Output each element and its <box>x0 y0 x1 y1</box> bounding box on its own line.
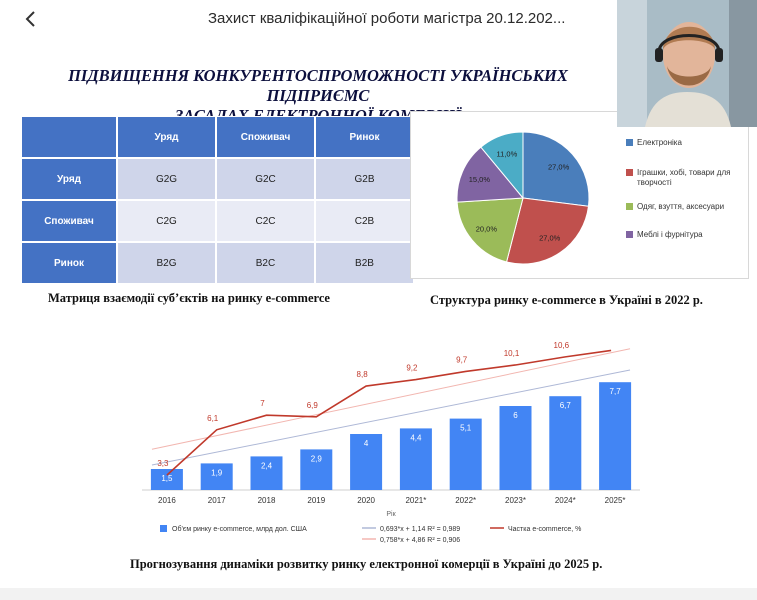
x-tick-label: 2022* <box>455 496 477 505</box>
x-tick-label: 2024* <box>554 496 576 505</box>
matrix-column-header: Споживач <box>216 116 315 158</box>
combo-chart <box>134 315 654 550</box>
x-tick-label: 2023* <box>505 496 526 505</box>
line-value-label: 10,6 <box>553 340 570 350</box>
matrix-cell: C2B <box>315 200 414 242</box>
bottom-caption: Прогнозування динаміки розвитку ринку електронної комерції в Україні до 2025 р. <box>130 557 603 571</box>
bar-value-label: 1,9 <box>211 468 223 478</box>
legend-label: Частка e-commerce, % <box>508 526 582 533</box>
line-series <box>167 350 611 478</box>
webcam-video-tile[interactable] <box>617 0 757 127</box>
pie-legend-swatch <box>626 203 633 210</box>
matrix-cell: C2G <box>117 200 216 242</box>
bar-value-label: 2,4 <box>260 461 273 471</box>
legend-swatch <box>160 525 167 532</box>
window-title: Захист кваліфікаційної роботи магістра 20.12.202... <box>208 10 566 27</box>
bar-value-label: 5,1 <box>460 423 472 433</box>
matrix-cell: B2C <box>216 242 315 284</box>
legend-label: 0,758*x + 4,86 R² = 0,906 <box>380 537 461 544</box>
matrix-caption: Матриця взаємодії суб’єктів на ринку e-commerce <box>48 291 330 305</box>
matrix-row <box>21 242 414 284</box>
matrix-cell: G2B <box>315 158 414 200</box>
pie-slice-label: 27,0% <box>548 162 570 172</box>
pie-chart <box>411 112 748 278</box>
pie-slice-label: 27,0% <box>539 233 561 243</box>
pie-legend-swatch <box>626 231 633 238</box>
line-value-label: 8,8 <box>356 370 368 380</box>
bar-value-label: 1,5 <box>161 474 173 483</box>
x-tick-label: 2017 <box>207 496 226 505</box>
pie-legend-label: Електроніка <box>637 138 682 147</box>
matrix-row-header: Уряд <box>21 158 117 200</box>
x-axis-label: Рік <box>386 511 396 518</box>
pie-legend-label: Іграшки, хобі, товари для творчості <box>637 168 731 187</box>
pie-legend-swatch <box>626 139 633 146</box>
matrix-cell: B2B <box>315 242 414 284</box>
x-tick-label: 2025* <box>604 496 626 505</box>
legend-label: 0,693*x + 1,14 R² = 0,989 <box>380 526 461 533</box>
line-value-label: 6,1 <box>207 413 219 423</box>
matrix-column-header: Уряд <box>117 116 216 158</box>
matrix-row-header: Споживач <box>21 200 117 242</box>
matrix-cell: G2C <box>216 158 315 200</box>
pie-slice-label: 15,0% <box>468 175 491 185</box>
matrix-header-row <box>21 116 414 158</box>
x-tick-label: 2019 <box>307 496 326 505</box>
bottom-bar <box>0 588 757 600</box>
matrix-column-header: Ринок <box>315 116 414 158</box>
x-tick-label: 2018 <box>257 496 276 505</box>
line-value-label: 10,1 <box>503 348 520 358</box>
bar <box>599 382 631 490</box>
bar-value-label: 4,4 <box>410 433 422 443</box>
bar-value-label: 4 <box>363 439 369 448</box>
bar-value-label: 7,7 <box>609 387 621 397</box>
chevron-left-icon[interactable] <box>22 8 42 30</box>
matrix-cell: B2G <box>117 242 216 284</box>
line-value-label: 6,9 <box>306 400 318 410</box>
matrix-cell: C2C <box>216 200 315 242</box>
pie-caption: Структура ринку e-commerce в Україні в 2022 р. <box>430 293 703 307</box>
x-tick-label: 2021* <box>405 496 427 505</box>
line-value-label: 7 <box>260 399 265 409</box>
pie-legend-swatch <box>626 169 633 176</box>
matrix-cell <box>21 116 117 158</box>
line-value-label: 9,7 <box>456 355 468 365</box>
bar-value-label: 6,7 <box>559 401 571 411</box>
pie-slice-label: 20,0% <box>475 224 498 234</box>
matrix-cell: G2G <box>117 158 216 200</box>
matrix-row-header: Ринок <box>21 242 117 284</box>
line-value-label: 3,3 <box>157 459 169 469</box>
legend-label: Об'єм ринку e-commerce, млрд дол. США <box>172 526 307 533</box>
line-value-label: 9,2 <box>406 363 418 373</box>
pie-slice-label: 11,0% <box>496 149 518 159</box>
slide-heading-line1: ПІДВИЩЕННЯ КОНКУРЕНТОСПРОМОЖНОСТІ УКРАЇНСЬКИХ ПІДПРИЄМС <box>68 66 568 105</box>
interaction-matrix <box>21 116 414 284</box>
matrix-row <box>21 200 414 242</box>
x-tick-label: 2020 <box>357 496 375 505</box>
pie-legend-label: Меблі і фурнітура <box>637 230 703 239</box>
bar <box>549 396 581 490</box>
pie-chart-frame <box>410 111 749 279</box>
pie-legend-label: Одяг, взуття, аксесуари <box>637 202 725 211</box>
bar-value-label: 2,9 <box>310 454 322 464</box>
bar-value-label: 6 <box>513 411 518 420</box>
x-tick-label: 2016 <box>158 496 176 505</box>
matrix-row <box>21 158 414 200</box>
